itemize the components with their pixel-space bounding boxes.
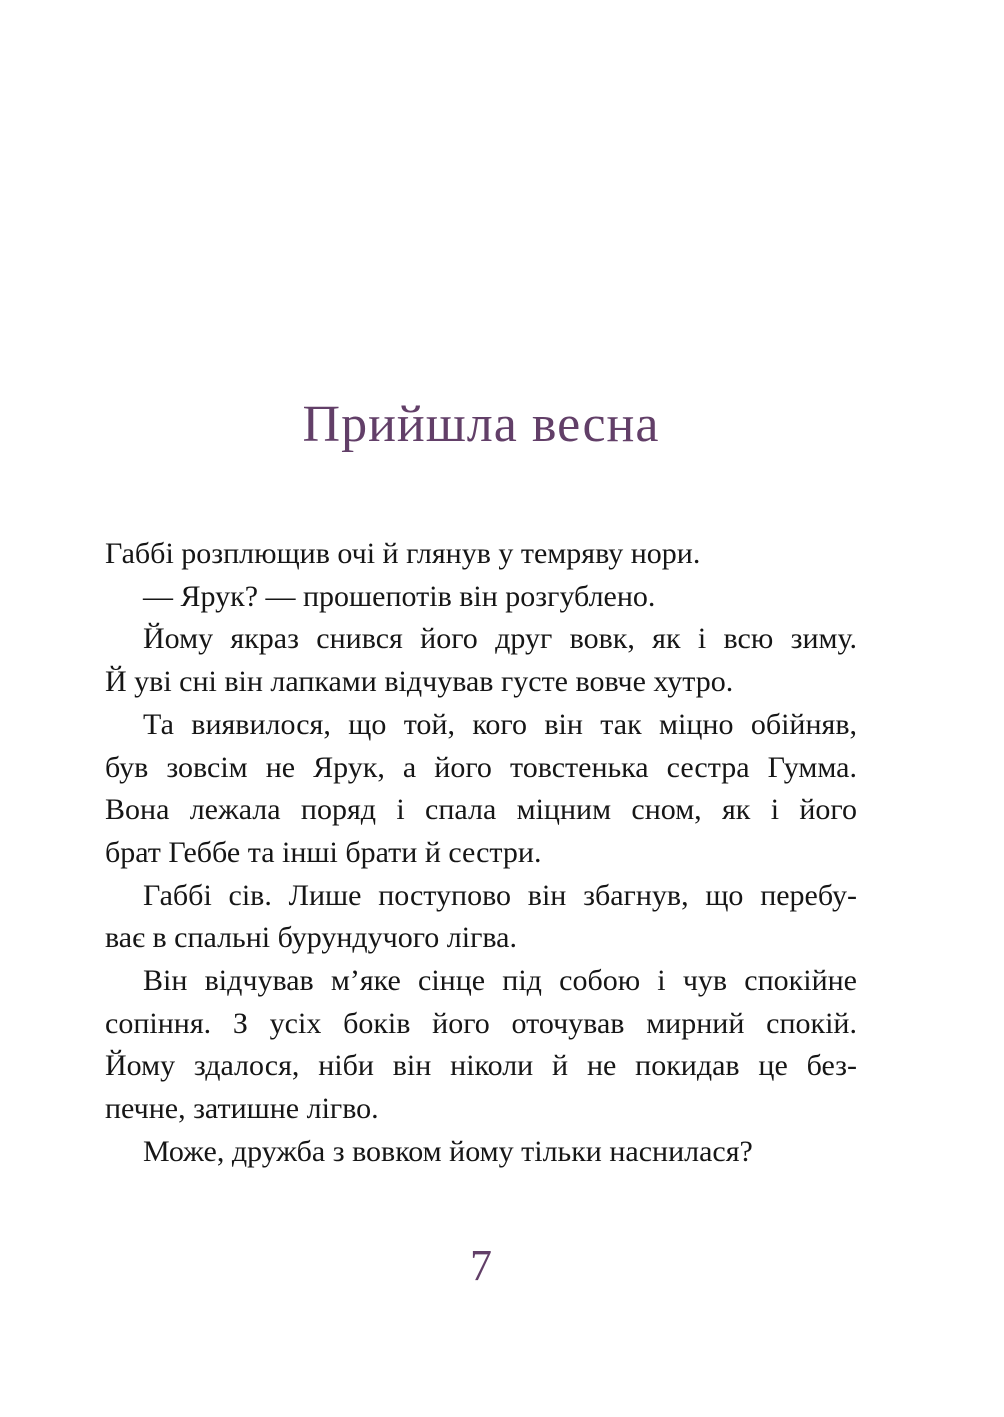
- text-line: Габбі розплющив очі й глянув у темряву нори.: [105, 537, 701, 570]
- body-text: [105, 533, 857, 1174]
- text-line: сопіння. З усіх боків його оточував мирний спокій.: [105, 1006, 857, 1040]
- text-line: Та виявилося, що той, кого він так міцно обійняв,: [143, 707, 857, 741]
- text-line: був зовсім не Ярук, а його товстенька сестра Гумма.: [105, 750, 857, 784]
- text-line: ває в спальні бурундучого лігва.: [105, 921, 518, 955]
- text-line: Йому здалося, ніби він ніколи й не покидав це без-: [105, 1049, 857, 1083]
- text-line: печне, затишне лігво.: [105, 1092, 379, 1126]
- text-line: Може, дружба з вовком йому тільки наснилася?: [143, 1134, 753, 1168]
- text-line: Йому якраз снився його друг вовк, як і всю зиму.: [143, 622, 857, 656]
- text-line: брат Геббе та інші брати й сестри.: [105, 835, 542, 869]
- text-line: Й уві сні він лапками відчував густе вовче хутро.: [105, 665, 734, 699]
- text-line: — Ярук? — прошепотів він розгублено.: [143, 579, 656, 613]
- text-line: Вона лежала поряд і спала міцним сном, як і його: [105, 793, 857, 827]
- chapter-title: Прийшла весна: [302, 396, 660, 453]
- text-line: Габбі сів. Лише поступово він збагнув, що перебу-: [143, 878, 857, 912]
- text-line: Він відчував м’яке сінце під собою і чув спокійне: [143, 964, 857, 998]
- page-number: 7: [470, 1241, 492, 1290]
